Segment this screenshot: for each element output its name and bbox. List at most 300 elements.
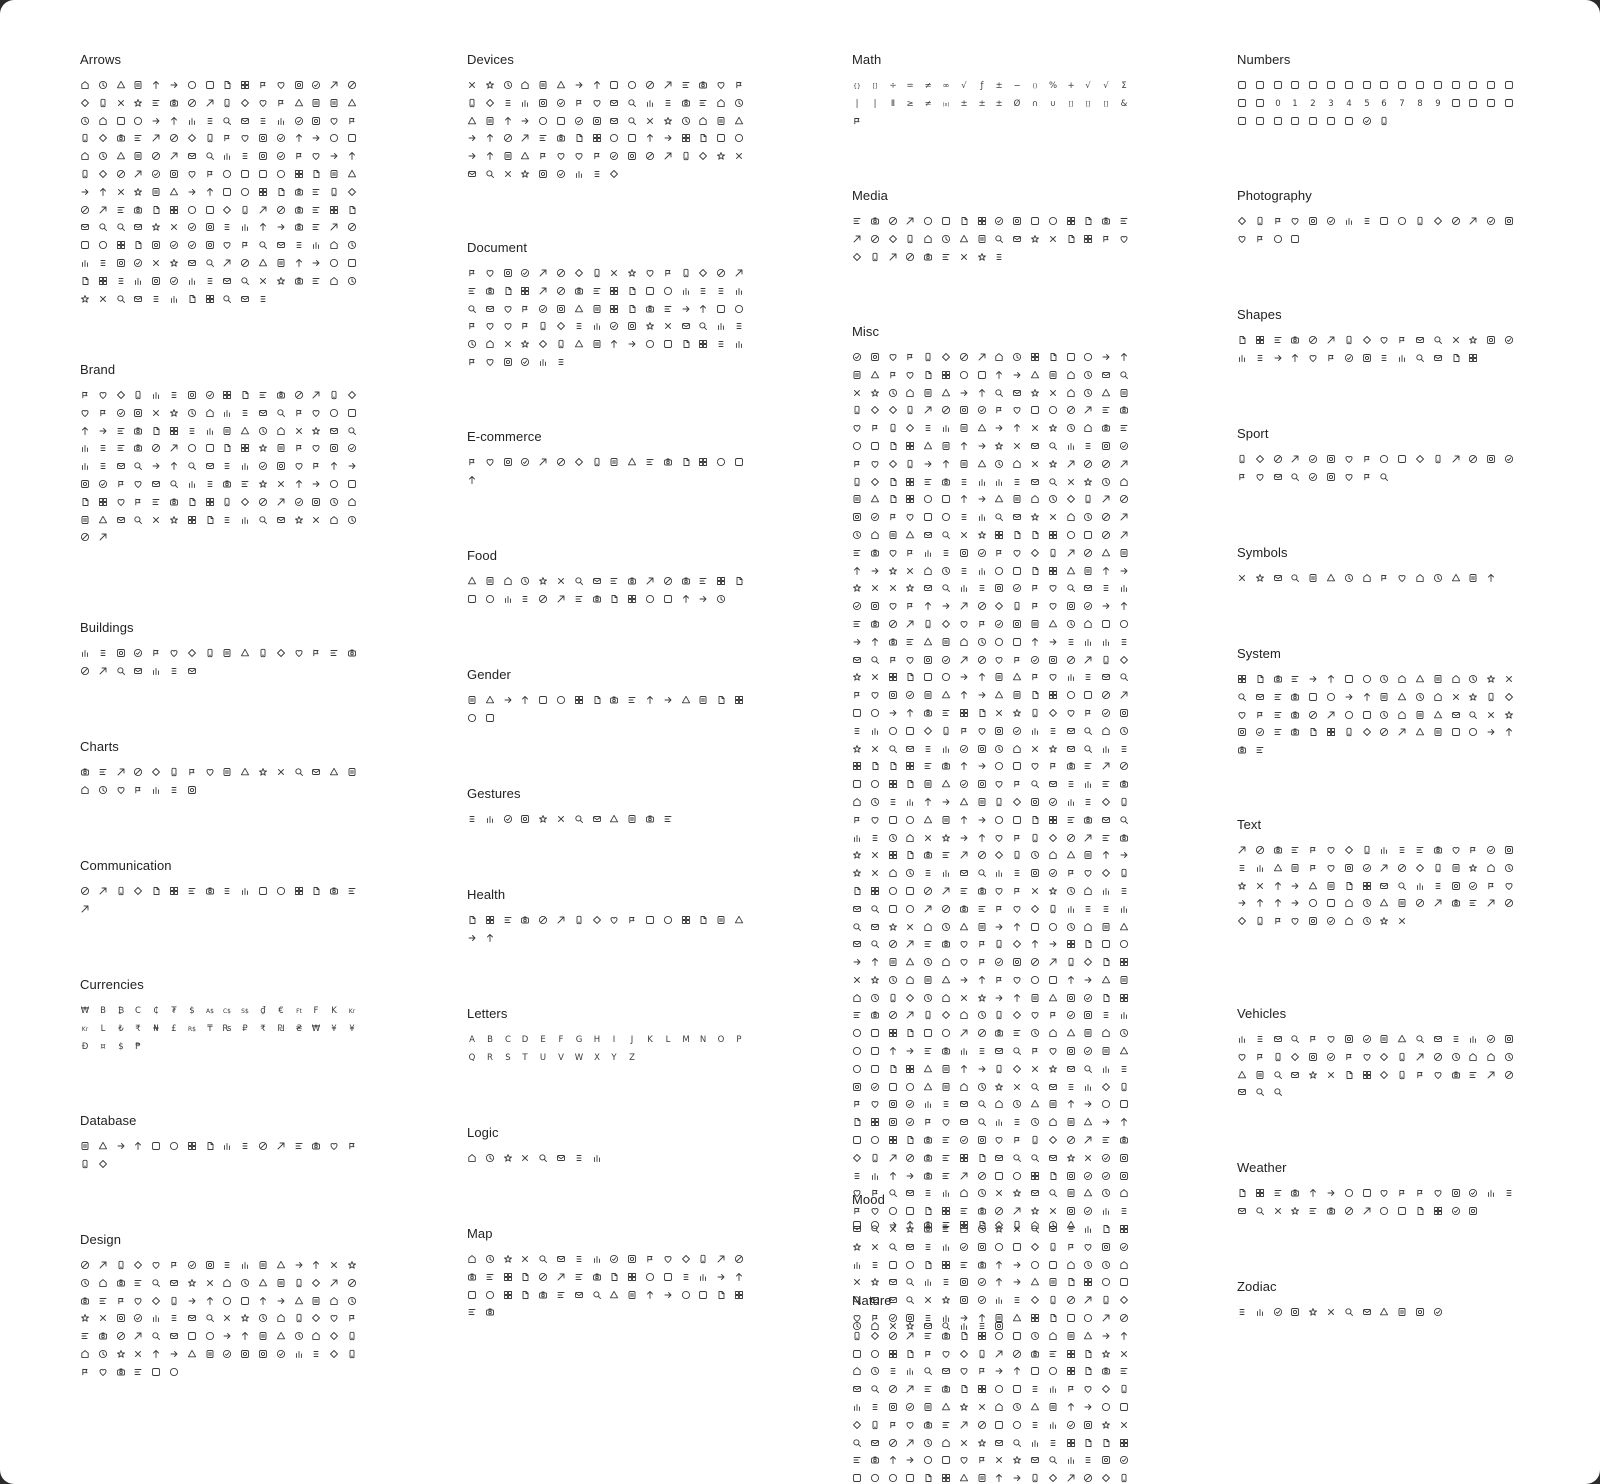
math-icon[interactable] (1083, 80, 1093, 90)
numbers-icon[interactable] (1326, 80, 1336, 90)
food-icon[interactable] (609, 594, 619, 604)
misc-icon[interactable] (1048, 957, 1058, 967)
misc-icon[interactable] (1066, 1277, 1076, 1287)
misc-icon[interactable] (1101, 922, 1111, 932)
mood-icon[interactable] (1048, 1220, 1058, 1230)
misc-icon[interactable] (959, 494, 969, 504)
numbers-icon[interactable] (1362, 116, 1372, 126)
media-icon[interactable] (959, 252, 969, 262)
text-icon[interactable] (1344, 845, 1354, 855)
math-icon[interactable] (1083, 98, 1093, 108)
document-icon[interactable] (485, 357, 495, 367)
system-icon[interactable] (1451, 727, 1461, 737)
devices-icon[interactable] (698, 151, 708, 161)
misc-icon[interactable] (977, 1260, 987, 1270)
misc-icon[interactable] (941, 939, 951, 949)
misc-icon[interactable] (905, 494, 915, 504)
misc-icon[interactable] (1119, 708, 1129, 718)
arrows-icon[interactable] (169, 258, 179, 268)
misc-icon[interactable] (852, 922, 862, 932)
misc-icon[interactable] (1066, 1046, 1076, 1056)
arrows-icon[interactable] (276, 276, 286, 286)
brand-icon[interactable] (187, 497, 197, 507)
misc-icon[interactable] (1119, 655, 1129, 665)
misc-icon[interactable] (888, 1473, 898, 1483)
map-icon[interactable] (467, 1254, 477, 1264)
media-icon[interactable] (959, 234, 969, 244)
devices-icon[interactable] (592, 80, 602, 90)
misc-icon[interactable] (1048, 1455, 1058, 1465)
brand-icon[interactable] (329, 408, 339, 418)
design-icon[interactable] (329, 1260, 339, 1270)
misc-icon[interactable] (852, 993, 862, 1003)
design-icon[interactable] (133, 1296, 143, 1306)
weather-icon[interactable] (1451, 1188, 1461, 1198)
brand-icon[interactable] (187, 461, 197, 471)
system-icon[interactable] (1237, 710, 1247, 720)
misc-icon[interactable] (870, 601, 880, 611)
devices-icon[interactable] (556, 133, 566, 143)
misc-icon[interactable] (1030, 1349, 1040, 1359)
misc-icon[interactable] (977, 672, 987, 682)
text-icon[interactable] (1237, 845, 1247, 855)
misc-icon[interactable] (959, 779, 969, 789)
misc-icon[interactable] (1012, 1349, 1022, 1359)
buildings-icon[interactable] (151, 648, 161, 658)
numbers-icon[interactable] (1504, 98, 1514, 108)
misc-icon[interactable] (1066, 1082, 1076, 1092)
brand-icon[interactable] (240, 497, 250, 507)
devices-icon[interactable] (734, 151, 744, 161)
misc-icon[interactable] (1048, 868, 1058, 878)
brand-icon[interactable] (187, 390, 197, 400)
misc-icon[interactable] (923, 1384, 933, 1394)
arrows-icon[interactable] (347, 98, 357, 108)
arrows-icon[interactable] (98, 133, 108, 143)
document-icon[interactable] (467, 357, 477, 367)
buildings-icon[interactable] (222, 648, 232, 658)
misc-icon[interactable] (977, 1028, 987, 1038)
misc-icon[interactable] (1066, 1420, 1076, 1430)
arrows-icon[interactable] (133, 258, 143, 268)
brand-icon[interactable] (151, 426, 161, 436)
zodiac-icon[interactable] (1255, 1307, 1265, 1317)
document-icon[interactable] (663, 286, 673, 296)
symbols-icon[interactable] (1255, 573, 1265, 583)
misc-icon[interactable] (1066, 690, 1076, 700)
map-icon[interactable] (556, 1290, 566, 1300)
devices-icon[interactable] (681, 80, 691, 90)
map-icon[interactable] (609, 1272, 619, 1282)
misc-icon[interactable] (1083, 922, 1093, 932)
system-icon[interactable] (1468, 674, 1478, 684)
photography-icon[interactable] (1237, 216, 1247, 226)
devices-icon[interactable] (520, 116, 530, 126)
document-icon[interactable] (520, 286, 530, 296)
misc-icon[interactable] (888, 904, 898, 914)
mood-icon[interactable] (870, 1220, 880, 1230)
misc-icon[interactable] (1030, 833, 1040, 843)
math-icon[interactable] (1048, 98, 1058, 108)
arrows-icon[interactable] (258, 98, 268, 108)
charts-icon[interactable] (98, 785, 108, 795)
misc-icon[interactable] (852, 512, 862, 522)
misc-icon[interactable] (923, 477, 933, 487)
misc-icon[interactable] (941, 619, 951, 629)
arrows-icon[interactable] (258, 205, 268, 215)
e-commerce-icon[interactable] (538, 457, 548, 467)
map-icon[interactable] (698, 1290, 708, 1300)
misc-icon[interactable] (905, 993, 915, 1003)
misc-icon[interactable] (1119, 512, 1129, 522)
misc-icon[interactable] (977, 1135, 987, 1145)
vehicles-icon[interactable] (1397, 1052, 1407, 1062)
misc-icon[interactable] (870, 1242, 880, 1252)
text-icon[interactable] (1504, 898, 1514, 908)
misc-icon[interactable] (905, 459, 915, 469)
sport-icon[interactable] (1290, 454, 1300, 464)
brand-icon[interactable] (205, 408, 215, 418)
misc-icon[interactable] (905, 922, 915, 932)
misc-icon[interactable] (1066, 1242, 1076, 1252)
misc-icon[interactable] (959, 1028, 969, 1038)
food-icon[interactable] (681, 594, 691, 604)
arrows-icon[interactable] (205, 240, 215, 250)
misc-icon[interactable] (1048, 619, 1058, 629)
document-icon[interactable] (538, 357, 548, 367)
misc-icon[interactable] (1030, 441, 1040, 451)
misc-icon[interactable] (923, 1010, 933, 1020)
zodiac-icon[interactable] (1237, 1307, 1247, 1317)
symbols-icon[interactable] (1273, 573, 1283, 583)
document-icon[interactable] (663, 321, 673, 331)
map-icon[interactable] (467, 1307, 477, 1317)
misc-icon[interactable] (1048, 1135, 1058, 1145)
map-icon[interactable] (609, 1290, 619, 1300)
brand-icon[interactable] (258, 443, 268, 453)
document-icon[interactable] (681, 286, 691, 296)
misc-icon[interactable] (870, 1402, 880, 1412)
misc-icon[interactable] (977, 494, 987, 504)
misc-icon[interactable] (923, 370, 933, 380)
text-icon[interactable] (1344, 863, 1354, 873)
symbols-icon[interactable] (1237, 573, 1247, 583)
text-icon[interactable] (1308, 863, 1318, 873)
misc-icon[interactable] (1030, 904, 1040, 914)
health-icon[interactable] (716, 915, 726, 925)
health-icon[interactable] (645, 915, 655, 925)
system-icon[interactable] (1308, 692, 1318, 702)
text-icon[interactable] (1290, 863, 1300, 873)
gestures-icon[interactable] (467, 814, 477, 824)
document-icon[interactable] (520, 339, 530, 349)
vehicles-icon[interactable] (1237, 1070, 1247, 1080)
misc-icon[interactable] (870, 957, 880, 967)
mood-icon[interactable] (959, 1220, 969, 1230)
map-icon[interactable] (520, 1254, 530, 1264)
misc-icon[interactable] (1012, 583, 1022, 593)
misc-icon[interactable] (888, 1242, 898, 1252)
currencies-icon[interactable] (276, 1023, 286, 1033)
document-icon[interactable] (574, 268, 584, 278)
arrows-icon[interactable] (311, 80, 321, 90)
brand-icon[interactable] (98, 426, 108, 436)
misc-icon[interactable] (852, 1153, 862, 1163)
numbers-icon[interactable] (1308, 116, 1318, 126)
misc-icon[interactable] (923, 388, 933, 398)
charts-icon[interactable] (133, 785, 143, 795)
food-icon[interactable] (485, 576, 495, 586)
letters-icon[interactable] (734, 1034, 744, 1044)
arrows-icon[interactable] (187, 169, 197, 179)
document-icon[interactable] (485, 286, 495, 296)
misc-icon[interactable] (941, 601, 951, 611)
misc-icon[interactable] (994, 423, 1004, 433)
text-icon[interactable] (1344, 916, 1354, 926)
devices-icon[interactable] (663, 80, 673, 90)
devices-icon[interactable] (645, 151, 655, 161)
document-icon[interactable] (645, 304, 655, 314)
design-icon[interactable] (258, 1349, 268, 1359)
misc-icon[interactable] (1048, 1260, 1058, 1270)
text-icon[interactable] (1326, 881, 1336, 891)
misc-icon[interactable] (1101, 548, 1111, 558)
charts-icon[interactable] (311, 767, 321, 777)
misc-icon[interactable] (1012, 1473, 1022, 1483)
arrows-icon[interactable] (116, 98, 126, 108)
sport-icon[interactable] (1379, 454, 1389, 464)
food-icon[interactable] (663, 576, 673, 586)
gender-icon[interactable] (503, 695, 513, 705)
devices-icon[interactable] (485, 98, 495, 108)
misc-icon[interactable] (994, 530, 1004, 540)
misc-icon[interactable] (888, 868, 898, 878)
misc-icon[interactable] (1048, 370, 1058, 380)
database-icon[interactable] (222, 1141, 232, 1151)
media-icon[interactable] (852, 252, 862, 262)
misc-icon[interactable] (994, 1171, 1004, 1181)
food-icon[interactable] (609, 576, 619, 586)
vehicles-icon[interactable] (1486, 1052, 1496, 1062)
e-commerce-icon[interactable] (734, 457, 744, 467)
misc-icon[interactable] (1083, 939, 1093, 949)
arrows-icon[interactable] (187, 294, 197, 304)
misc-icon[interactable] (923, 530, 933, 540)
design-icon[interactable] (151, 1260, 161, 1270)
arrows-icon[interactable] (80, 294, 90, 304)
weather-icon[interactable] (1468, 1206, 1478, 1216)
letters-icon[interactable] (538, 1034, 548, 1044)
system-icon[interactable] (1379, 727, 1389, 737)
misc-icon[interactable] (852, 370, 862, 380)
misc-icon[interactable] (959, 726, 969, 736)
misc-icon[interactable] (923, 1366, 933, 1376)
brand-icon[interactable] (311, 426, 321, 436)
misc-icon[interactable] (994, 601, 1004, 611)
document-icon[interactable] (503, 357, 513, 367)
text-icon[interactable] (1362, 916, 1372, 926)
brand-icon[interactable] (240, 390, 250, 400)
photography-icon[interactable] (1433, 216, 1443, 226)
arrows-icon[interactable] (133, 133, 143, 143)
arrows-icon[interactable] (98, 169, 108, 179)
misc-icon[interactable] (1083, 1277, 1093, 1287)
misc-icon[interactable] (1066, 1402, 1076, 1412)
misc-icon[interactable] (888, 726, 898, 736)
e-commerce-icon[interactable] (467, 475, 477, 485)
numbers-icon[interactable] (1237, 116, 1247, 126)
design-icon[interactable] (311, 1260, 321, 1270)
charts-icon[interactable] (151, 785, 161, 795)
misc-icon[interactable] (959, 370, 969, 380)
charts-icon[interactable] (222, 767, 232, 777)
gender-icon[interactable] (592, 695, 602, 705)
vehicles-icon[interactable] (1273, 1070, 1283, 1080)
arrows-icon[interactable] (187, 151, 197, 161)
text-icon[interactable] (1237, 863, 1247, 873)
design-icon[interactable] (80, 1260, 90, 1270)
misc-icon[interactable] (959, 352, 969, 362)
map-icon[interactable] (716, 1254, 726, 1264)
misc-icon[interactable] (1101, 459, 1111, 469)
math-icon[interactable] (923, 98, 933, 108)
arrows-icon[interactable] (294, 205, 304, 215)
misc-icon[interactable] (870, 637, 880, 647)
text-icon[interactable] (1308, 845, 1318, 855)
map-icon[interactable] (538, 1290, 548, 1300)
design-icon[interactable] (258, 1260, 268, 1270)
numbers-icon[interactable] (1362, 80, 1372, 90)
misc-icon[interactable] (941, 1028, 951, 1038)
misc-icon[interactable] (870, 904, 880, 914)
misc-icon[interactable] (977, 548, 987, 558)
weather-icon[interactable] (1308, 1188, 1318, 1198)
food-icon[interactable] (467, 576, 477, 586)
arrows-icon[interactable] (205, 80, 215, 90)
media-icon[interactable] (959, 216, 969, 226)
charts-icon[interactable] (169, 767, 179, 777)
brand-icon[interactable] (276, 515, 286, 525)
design-icon[interactable] (205, 1331, 215, 1341)
devices-icon[interactable] (663, 98, 673, 108)
shapes-icon[interactable] (1451, 353, 1461, 363)
nature-icon[interactable] (994, 1321, 1004, 1331)
misc-icon[interactable] (1012, 352, 1022, 362)
misc-icon[interactable] (852, 548, 862, 558)
brand-icon[interactable] (151, 443, 161, 453)
arrows-icon[interactable] (169, 133, 179, 143)
misc-icon[interactable] (1012, 797, 1022, 807)
vehicles-icon[interactable] (1255, 1034, 1265, 1044)
misc-icon[interactable] (1030, 1171, 1040, 1181)
misc-icon[interactable] (959, 708, 969, 718)
communication-icon[interactable] (80, 904, 90, 914)
misc-icon[interactable] (1083, 779, 1093, 789)
misc-icon[interactable] (959, 744, 969, 754)
food-icon[interactable] (698, 594, 708, 604)
brand-icon[interactable] (258, 497, 268, 507)
brand-icon[interactable] (187, 479, 197, 489)
design-icon[interactable] (116, 1349, 126, 1359)
misc-icon[interactable] (1048, 405, 1058, 415)
misc-icon[interactable] (959, 637, 969, 647)
misc-icon[interactable] (1048, 761, 1058, 771)
misc-icon[interactable] (870, 370, 880, 380)
gestures-icon[interactable] (609, 814, 619, 824)
misc-icon[interactable] (1119, 886, 1129, 896)
letters-icon[interactable] (538, 1052, 548, 1062)
numbers-icon[interactable] (1415, 80, 1425, 90)
media-icon[interactable] (1012, 216, 1022, 226)
brand-icon[interactable] (98, 461, 108, 471)
misc-icon[interactable] (923, 1242, 933, 1252)
misc-icon[interactable] (905, 1153, 915, 1163)
devices-icon[interactable] (681, 116, 691, 126)
arrows-icon[interactable] (205, 98, 215, 108)
devices-icon[interactable] (538, 80, 548, 90)
misc-icon[interactable] (941, 1064, 951, 1074)
arrows-icon[interactable] (80, 258, 90, 268)
devices-icon[interactable] (645, 98, 655, 108)
misc-icon[interactable] (1012, 388, 1022, 398)
document-icon[interactable] (503, 304, 513, 314)
misc-icon[interactable] (1030, 1384, 1040, 1394)
weather-icon[interactable] (1451, 1206, 1461, 1216)
health-icon[interactable] (574, 915, 584, 925)
misc-icon[interactable] (977, 370, 987, 380)
system-icon[interactable] (1290, 710, 1300, 720)
misc-icon[interactable] (977, 352, 987, 362)
misc-icon[interactable] (1030, 1153, 1040, 1163)
misc-icon[interactable] (959, 1010, 969, 1020)
misc-icon[interactable] (1119, 744, 1129, 754)
misc-icon[interactable] (888, 690, 898, 700)
misc-icon[interactable] (888, 1171, 898, 1181)
communication-icon[interactable] (222, 886, 232, 896)
misc-icon[interactable] (1066, 833, 1076, 843)
text-icon[interactable] (1362, 881, 1372, 891)
photography-icon[interactable] (1397, 216, 1407, 226)
misc-icon[interactable] (888, 833, 898, 843)
system-icon[interactable] (1415, 692, 1425, 702)
misc-icon[interactable] (1030, 1420, 1040, 1430)
arrows-icon[interactable] (258, 240, 268, 250)
text-icon[interactable] (1504, 881, 1514, 891)
media-icon[interactable] (1012, 234, 1022, 244)
misc-icon[interactable] (1083, 637, 1093, 647)
arrows-icon[interactable] (329, 116, 339, 126)
misc-icon[interactable] (905, 1366, 915, 1376)
misc-icon[interactable] (941, 494, 951, 504)
misc-icon[interactable] (870, 1384, 880, 1394)
misc-icon[interactable] (1119, 548, 1129, 558)
misc-icon[interactable] (1119, 405, 1129, 415)
arrows-icon[interactable] (116, 116, 126, 126)
devices-icon[interactable] (520, 133, 530, 143)
system-icon[interactable] (1379, 674, 1389, 684)
currencies-icon[interactable] (240, 1023, 250, 1033)
misc-icon[interactable] (888, 1135, 898, 1145)
misc-icon[interactable] (959, 405, 969, 415)
misc-icon[interactable] (1101, 1384, 1111, 1394)
symbols-icon[interactable] (1415, 573, 1425, 583)
design-icon[interactable] (151, 1278, 161, 1288)
system-icon[interactable] (1504, 692, 1514, 702)
photography-icon[interactable] (1326, 216, 1336, 226)
text-icon[interactable] (1237, 916, 1247, 926)
brand-icon[interactable] (294, 497, 304, 507)
misc-icon[interactable] (1048, 530, 1058, 540)
